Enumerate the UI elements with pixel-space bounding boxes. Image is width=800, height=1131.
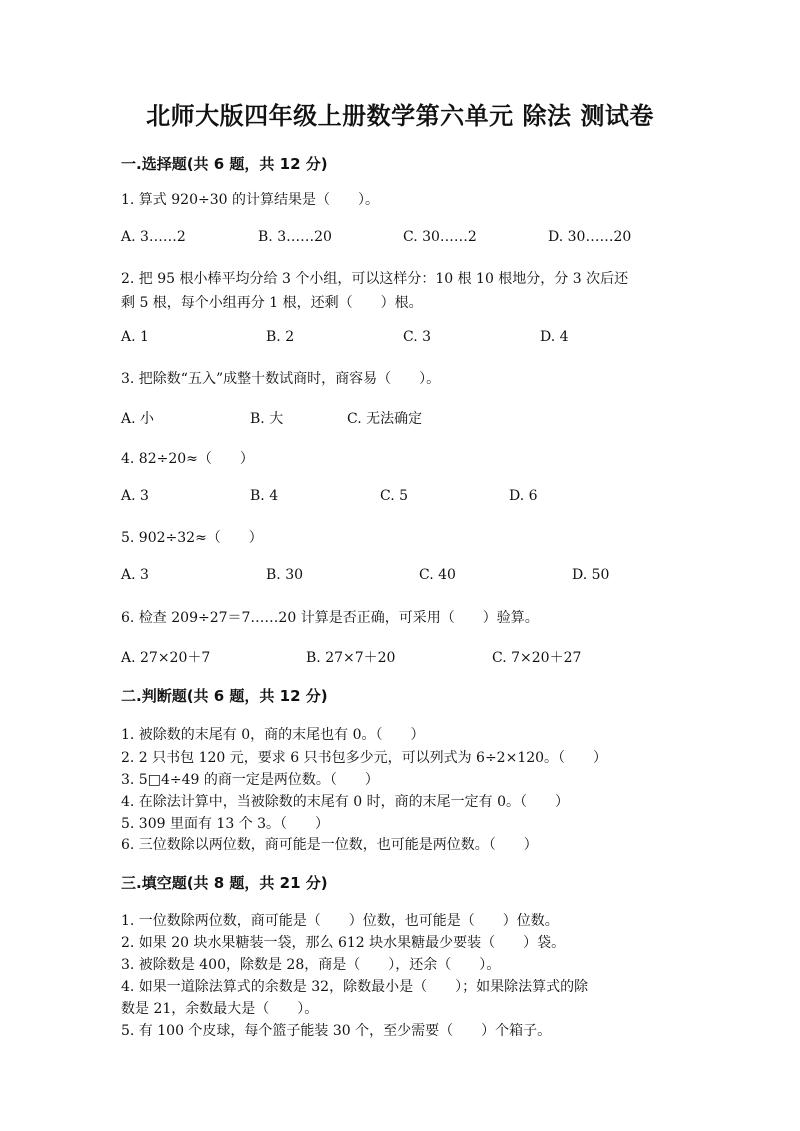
question-3: 3. 把除数“五入”成整十数试商时，商容易（ ）。 <box>121 371 441 387</box>
fill-blank-item-5: 5. 有 100 个皮球，每个篮子能装 30 个，至少需要（ ）个箱子。 <box>121 1023 552 1039</box>
judgment-item-6: 6. 三位数除以两位数，商可能是一位数，也可能是两位数。（ ） <box>121 837 538 853</box>
question-1-option-d: D. 30……20 <box>548 229 632 245</box>
question-3-option-b: B. 大 <box>250 411 284 427</box>
section-heading-judgment: 二.判断题(共 6 题，共 12 分) <box>121 687 328 705</box>
section-heading-fill-blank: 三.填空题(共 8 题，共 21 分) <box>121 874 328 892</box>
question-2-option-b: B. 2 <box>266 329 295 345</box>
question-2-line-1: 2. 把 95 根小棒平均分给 3 个小组，可以这样分：10 根 10 根地分，分 3 次后还 <box>121 271 629 287</box>
fill-blank-item-1: 1. 一位数除两位数，商可能是（ ）位数，也可能是（ ）位数。 <box>121 913 559 929</box>
question-1-option-b: B. 3……20 <box>258 229 332 245</box>
fill-blank-item-3: 3. 被除数是 400，除数是 28，商是（ ），还余（ ）。 <box>121 957 501 973</box>
judgment-item-1: 1. 被除数的末尾有 0，商的末尾也有 0。（ ） <box>121 727 425 743</box>
question-4-option-b: B. 4 <box>250 488 279 504</box>
question-6-option-a: A. 27×20＋7 <box>121 650 211 666</box>
question-5-option-c: C. 40 <box>419 567 456 583</box>
section-heading-choice: 一.选择题(共 6 题，共 12 分) <box>121 155 328 173</box>
page-title: 北师大版四年级上册数学第六单元 除法 测试卷 <box>146 102 654 130</box>
question-6: 6. 检查 209÷27＝7……20 计算是否正确，可采用（ ）验算。 <box>121 610 539 626</box>
question-5-option-b: B. 30 <box>266 567 304 583</box>
judgment-item-5: 5. 309 里面有 13 个 3。（ ） <box>121 816 330 832</box>
question-4: 4. 82÷20≈（ ） <box>121 451 254 467</box>
question-1-option-c: C. 30……2 <box>403 229 477 245</box>
question-5: 5. 902÷32≈（ ） <box>121 530 263 546</box>
question-2-line-2: 剩 5 根，每个小组再分 1 根，还剩（ ）根。 <box>121 295 423 311</box>
question-4-option-c: C. 5 <box>380 488 409 504</box>
question-2-option-d: D. 4 <box>540 329 569 345</box>
question-1: 1. 算式 920÷30 的计算结果是（ ）。 <box>121 192 379 208</box>
fill-blank-item-4-line-1: 4. 如果一道除法算式的余数是 32，除数最小是（ ）；如果除法算式的除 <box>121 979 589 995</box>
question-3-option-c: C. 无法确定 <box>347 411 423 427</box>
question-6-option-b: B. 27×7＋20 <box>306 650 396 666</box>
judgment-item-3: 3. 5□4÷49 的商一定是两位数。（ ） <box>121 772 379 788</box>
question-4-option-a: A. 3 <box>121 488 149 504</box>
question-5-option-a: A. 3 <box>121 567 149 583</box>
question-1-option-a: A. 3……2 <box>121 229 186 245</box>
fill-blank-item-4-line-2: 数是 21，余数最大是（ ）。 <box>121 1001 319 1017</box>
fill-blank-item-2: 2. 如果 20 块水果糖装一袋，那么 612 块水果糖最少要装（ ）袋。 <box>121 935 566 951</box>
question-3-option-a: A. 小 <box>121 411 155 427</box>
question-6-option-c: C. 7×20＋27 <box>492 650 582 666</box>
question-2-option-c: C. 3 <box>403 329 432 345</box>
judgment-item-4: 4. 在除法计算中，当被除数的末尾有 0 时，商的末尾一定有 0。（ ） <box>121 794 569 810</box>
question-5-option-d: D. 50 <box>572 567 610 583</box>
judgment-item-2: 2. 2 只书包 120 元，要求 6 只书包多少元，可以列式为 6÷2×120。（ ） <box>121 750 608 766</box>
question-2-option-a: A. 1 <box>121 329 149 345</box>
question-4-option-d: D. 6 <box>509 488 538 504</box>
